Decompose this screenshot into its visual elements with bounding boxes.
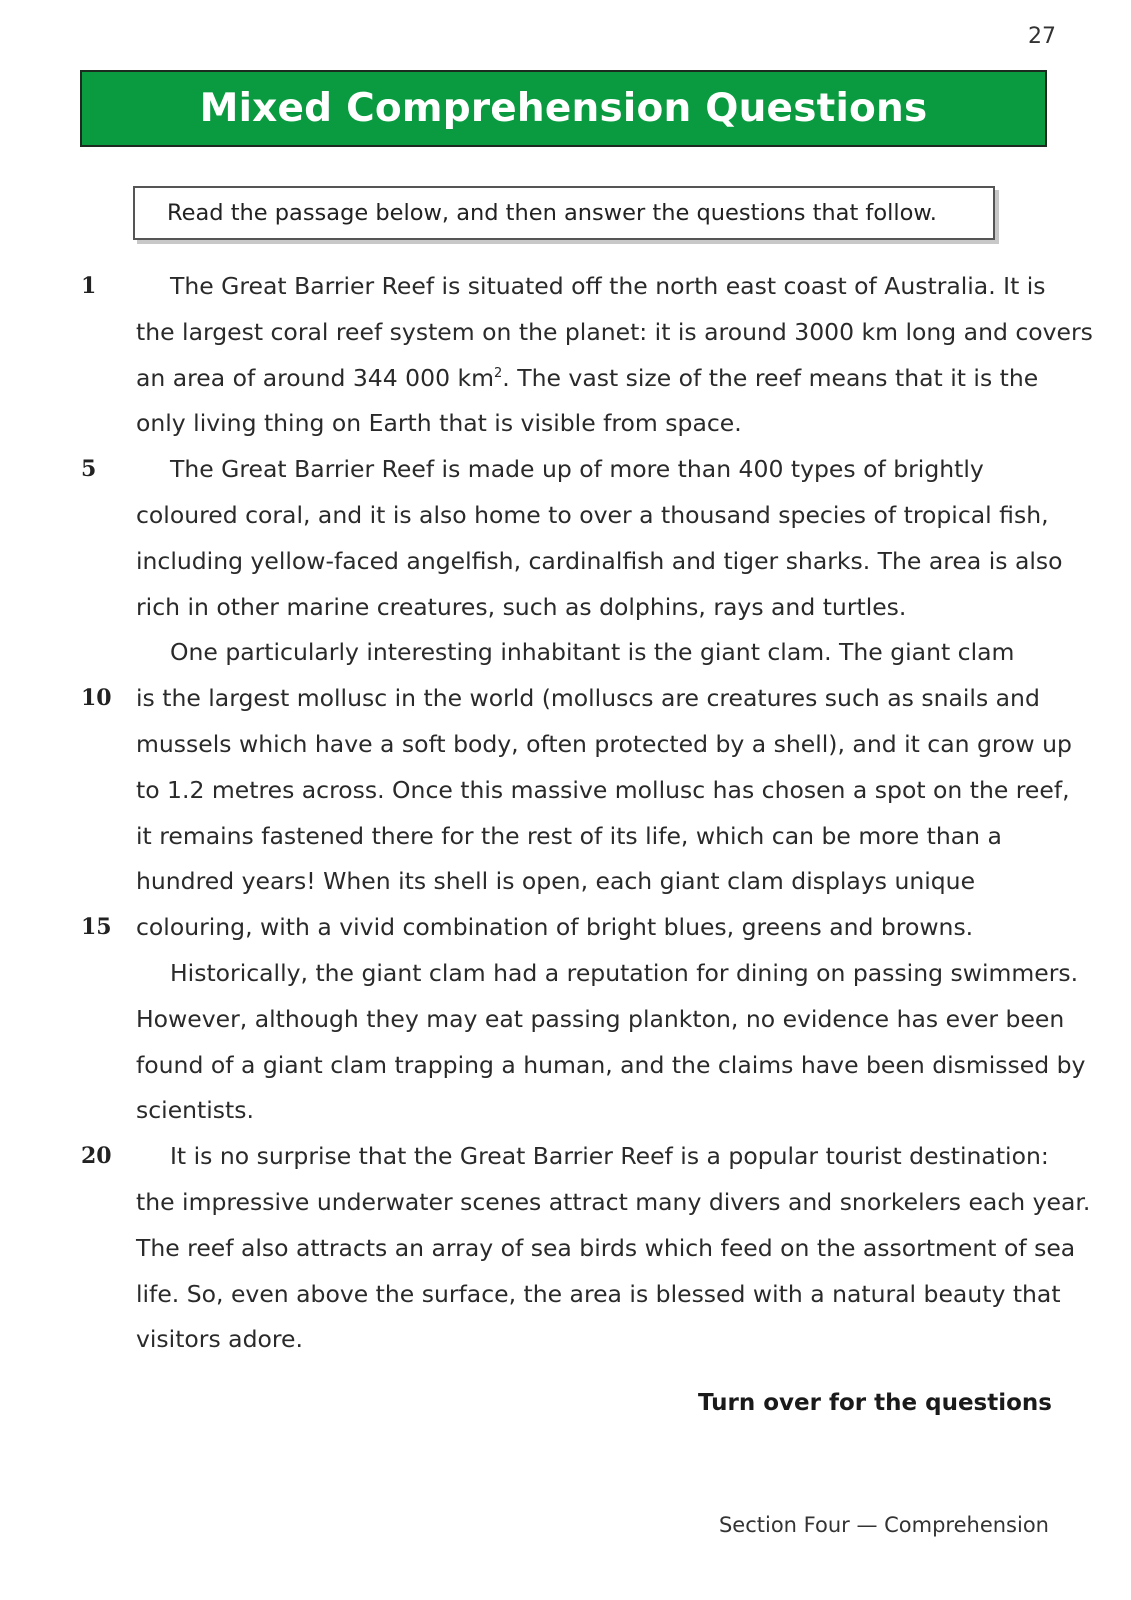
line-text: However, although they may eat passing plankton, no evidence has ever been <box>136 1004 1065 1033</box>
passage-line <box>0 997 1131 1043</box>
turn-over-note: Turn over for the questions <box>697 1390 1052 1416</box>
line-text: mussels which have a soft body, often protected by a shell), and it can grow up <box>136 729 1072 758</box>
line-text: the largest coral reef system on the planet: it is around 3000 km long and covers <box>136 317 1093 346</box>
line-text: found of a giant clam trapping a human, and the claims have been dismissed by <box>136 1050 1086 1079</box>
superscript: 2 <box>494 365 503 381</box>
line-text: life. So, even above the surface, the area is blessed with a natural beauty that <box>136 1279 1061 1308</box>
passage-line <box>0 585 1131 631</box>
line-number: 10 <box>81 685 112 712</box>
line-text: rich in other marine creatures, such as dolphins, rays and turtles. <box>136 592 907 621</box>
page-number: 27 <box>1028 24 1056 49</box>
passage-line <box>0 768 1131 814</box>
line-text: the impressive underwater scenes attract many divers and snorkelers each year. <box>136 1187 1091 1216</box>
section-footer: Section Four — Comprehension <box>718 1513 1049 1537</box>
line-text: is the largest mollusc in the world (molluscs are creatures such as snails and <box>136 684 1040 713</box>
line-text: It is no surprise that the Great Barrier Reef is a popular tourist destination: <box>170 1142 1049 1171</box>
passage-line <box>0 1134 1131 1180</box>
passage-line <box>0 676 1131 722</box>
passage-line <box>0 447 1131 493</box>
line-number: 5 <box>81 456 97 483</box>
line-number: 20 <box>81 1143 112 1170</box>
line-text: visitors adore. <box>136 1325 303 1354</box>
passage-line <box>0 722 1131 768</box>
line-text: The Great Barrier Reef is made up of more than 400 types of brightly <box>170 455 984 484</box>
line-text: Historically, the giant clam had a reputation for dining on passing swimmers. <box>170 958 1079 987</box>
line-number: 15 <box>81 914 112 941</box>
line-text: only living thing on Earth that is visible from space. <box>136 409 742 438</box>
passage-line <box>0 493 1131 539</box>
passage-line <box>0 1180 1131 1226</box>
line-text: The reef also attracts an array of sea birds which feed on the assortment of sea <box>136 1233 1076 1262</box>
instruction-text: Read the passage below, and then answer the questions that follow. <box>167 200 937 226</box>
line-text: hundred years! When its shell is open, each giant clam displays unique <box>136 867 976 896</box>
passage-line <box>0 859 1131 905</box>
line-text <box>136 356 1038 402</box>
line-text: to 1.2 metres across. Once this massive mollusc has chosen a spot on the reef, <box>136 775 1070 804</box>
passage-line <box>0 264 1131 310</box>
instruction-box <box>133 186 995 240</box>
line-text-after: . The vast size of the reef means that it is the <box>502 363 1039 392</box>
passage-line <box>0 905 1131 951</box>
passage-line <box>0 539 1131 585</box>
passage-line <box>0 1226 1131 1272</box>
passage-line <box>0 401 1131 447</box>
line-text: The Great Barrier Reef is situated off the north east coast of Australia. It is <box>170 272 1046 300</box>
line-text: scientists. <box>136 1096 254 1125</box>
line-text: colouring, with a vivid combination of bright blues, greens and browns. <box>136 913 974 942</box>
passage-line <box>0 310 1131 356</box>
passage <box>0 264 1131 1363</box>
passage-line <box>0 814 1131 860</box>
passage-line <box>0 1272 1131 1318</box>
passage-line <box>0 1317 1131 1363</box>
line-text: including yellow-faced angelfish, cardinalfish and tiger sharks. The area is also <box>136 546 1063 575</box>
line-number: 1 <box>81 273 97 299</box>
line-text: One particularly interesting inhabitant is the giant clam. The giant clam <box>170 638 1015 667</box>
passage-line <box>0 951 1131 997</box>
passage-line <box>0 1088 1131 1134</box>
passage-line <box>0 356 1131 402</box>
title-banner <box>80 70 1047 147</box>
line-text: coloured coral, and it is also home to over a thousand species of tropical fish, <box>136 500 1049 529</box>
passage-line <box>0 630 1131 676</box>
passage-line <box>0 1043 1131 1089</box>
line-text-main: an area of around 344 000 km <box>136 363 495 392</box>
line-text: it remains fastened there for the rest of its life, which can be more than a <box>136 821 1002 850</box>
page-title: Mixed Comprehension Questions <box>199 86 928 131</box>
